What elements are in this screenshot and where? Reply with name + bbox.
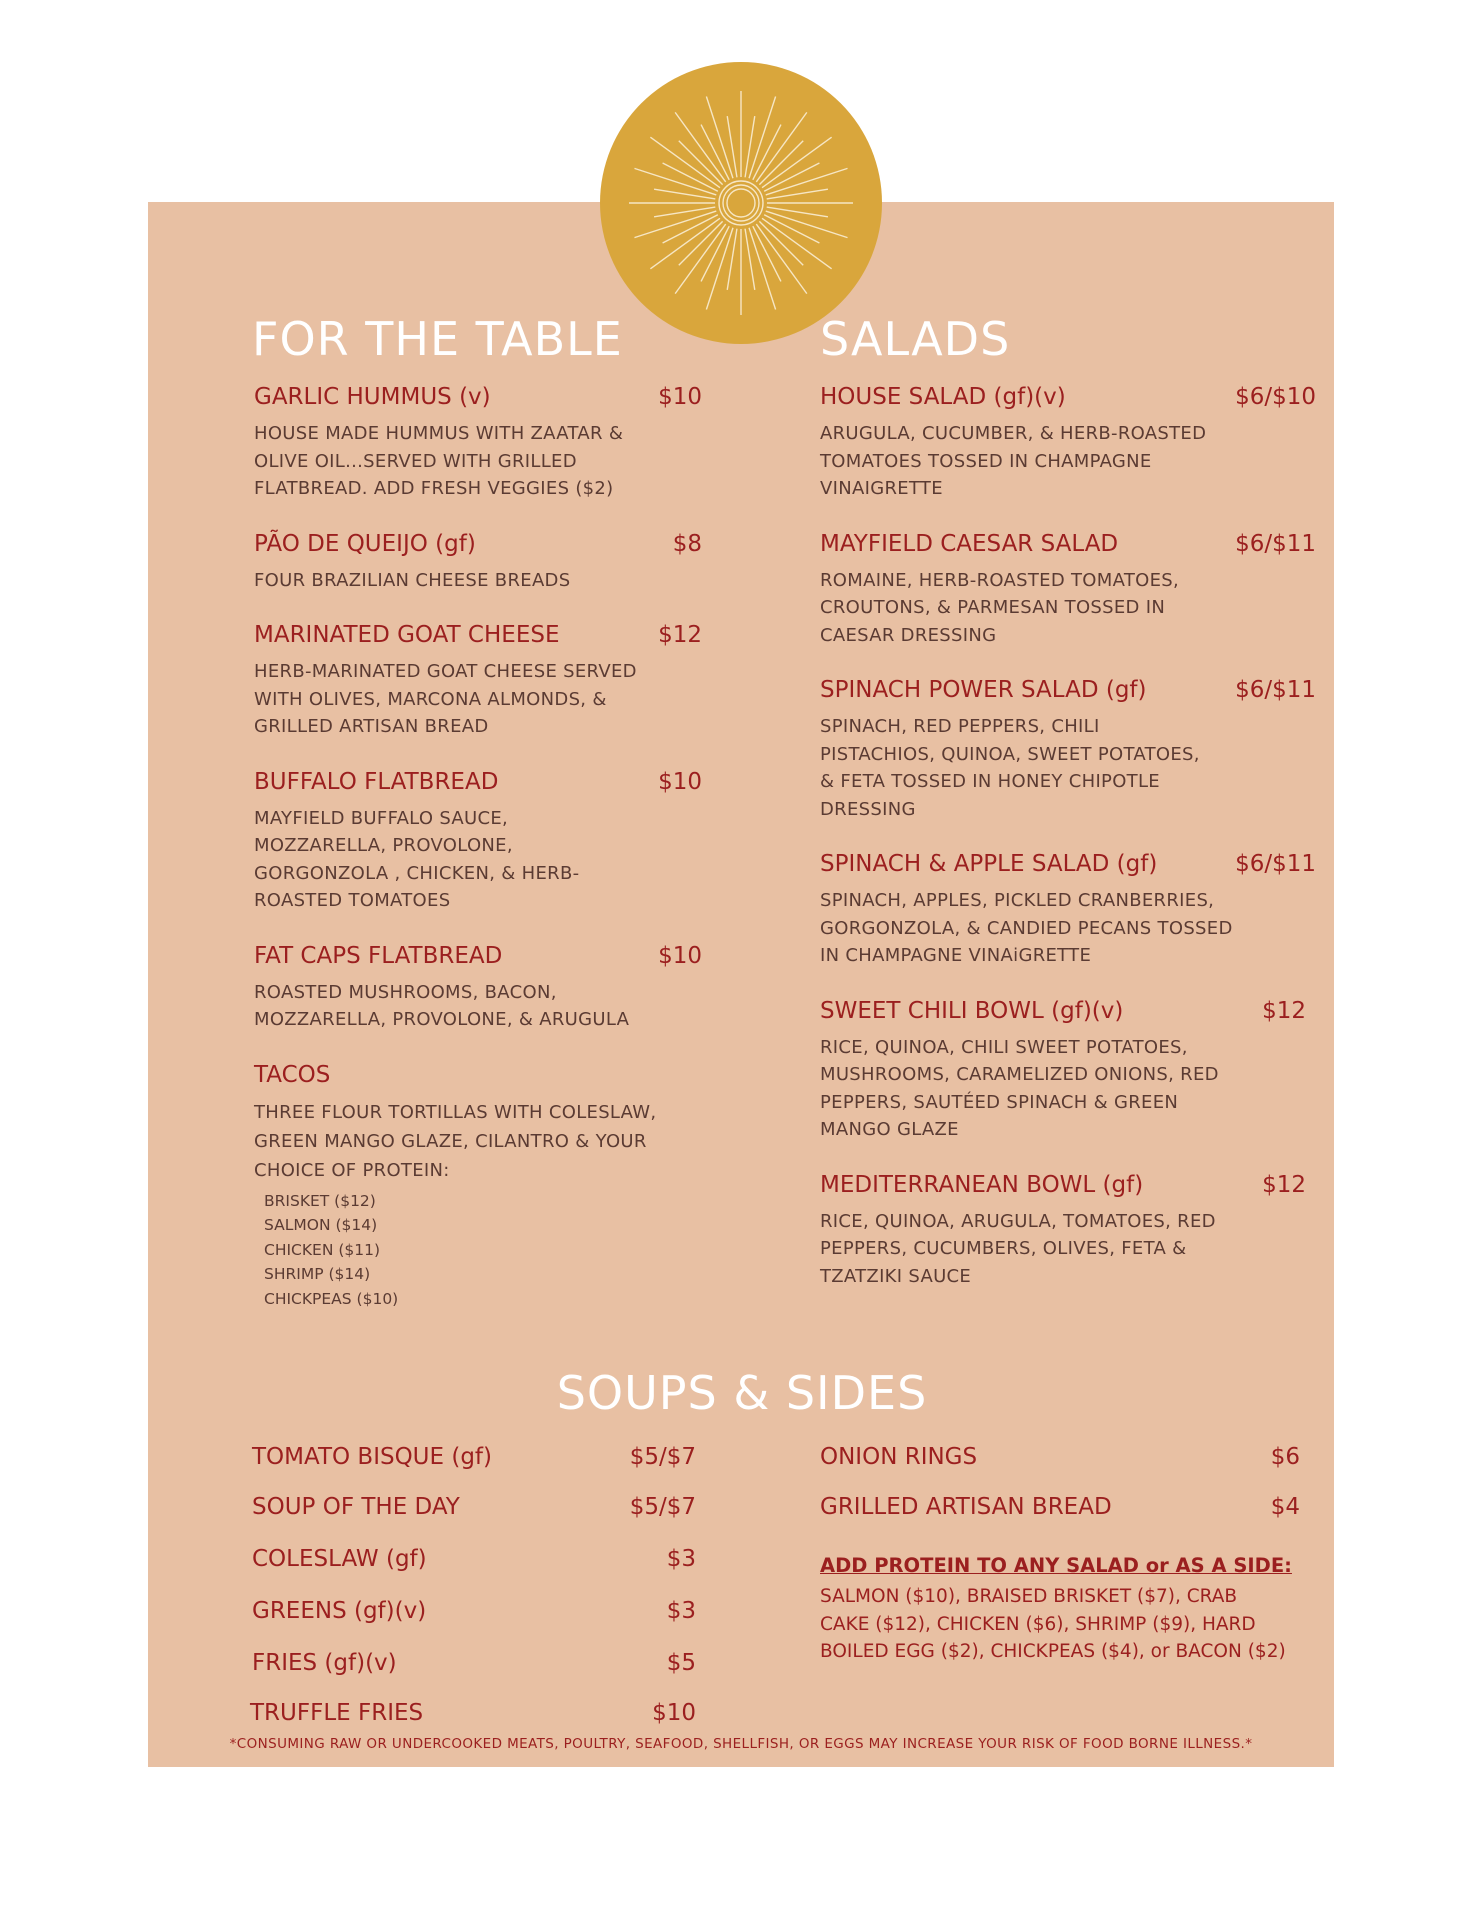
item-description: RICE, QUINOA, CHILI SWEET POTATOES, MUSHROOMS, CARAMELIZED ONIONS, RED PEPPERS, SAUTÉED SPINACH & GREEN MANGO GLAZE: [820, 1036, 1219, 1140]
item-price: $5: [666, 1650, 696, 1676]
item-name: SPINACH POWER SALAD (gf): [820, 677, 1147, 703]
item-name: PÃO DE QUEIJO (gf): [254, 530, 476, 557]
menu-item: [254, 531, 702, 595]
menu-item: [254, 943, 702, 1034]
sunburst-icon: [600, 62, 882, 344]
menu-item: [820, 384, 1316, 503]
side-item: [820, 1494, 1300, 1520]
item-price: $12: [1262, 1171, 1306, 1198]
item-name: MARINATED GOAT CHEESE: [254, 622, 560, 648]
menu-item: [254, 622, 702, 741]
item-price: $3: [666, 1546, 696, 1572]
list-item: BRISKET ($12): [264, 1191, 376, 1210]
side-item: [252, 1546, 696, 1572]
food-safety-disclaimer: *CONSUMING RAW OR UNDERCOOKED MEATS, POULTRY, SEAFOOD, SHELLFISH, OR EGGS MAY INCREASE YOUR RISK OF FOOD BORNE ILLNESS.*: [229, 1736, 1253, 1752]
item-price: $8: [672, 530, 702, 557]
item-name: MAYFIELD CAESAR SALAD: [820, 530, 1119, 557]
item-name: TOMATO BISQUE (gf): [252, 1444, 492, 1470]
menu-item: [820, 998, 1306, 1144]
item-name: BUFFALO FLATBREAD: [254, 768, 499, 795]
add-protein-text: SALMON ($10), BRAISED BRISKET ($7), CRAB CAKE ($12), CHICKEN ($6), SHRIMP ($9), HARD BOILED EGG ($2), CHICKPEAS ($4), or BACON ($2): [820, 1586, 1286, 1662]
item-price: $3: [666, 1598, 696, 1624]
item-name: GRILLED ARTISAN BREAD: [820, 1494, 1112, 1520]
item-price: $5/$7: [629, 1494, 696, 1520]
item-description: ROASTED MUSHROOMS, BACON, MOZZARELLA, PROVOLONE, & ARUGULA: [254, 981, 630, 1030]
item-description: ARUGULA, CUCUMBER, & HERB-ROASTED TOMATOES TOSSED IN CHAMPAGNE VINAIGRETTE: [820, 423, 1207, 499]
item-description: THREE FLOUR TORTILLAS WITH COLESLAW, GREEN MANGO GLAZE, CILANTRO & YOUR CHOICE OF PROTEIN:: [254, 1101, 657, 1181]
item-price: $6/$11: [1235, 677, 1316, 703]
item-name: GREENS (gf)(v): [252, 1598, 427, 1624]
item-name: SPINACH & APPLE SALAD (gf): [820, 851, 1158, 877]
side-item: [252, 1650, 696, 1676]
item-name: HOUSE SALAD (gf)(v): [820, 384, 1066, 410]
item-name: COLESLAW (gf): [252, 1546, 427, 1572]
item-name: TACOS: [254, 1061, 331, 1088]
item-name: MEDITERRANEAN BOWL (gf): [820, 1171, 1144, 1198]
item-price: $6/$11: [1235, 851, 1316, 877]
item-price: $10: [658, 768, 702, 795]
item-description: SPINACH, APPLES, PICKLED CRANBERRIES, GORGONZOLA, & CANDIED PECANS TOSSED IN CHAMPAGNE VINAiGRETTE: [820, 890, 1233, 966]
item-name: TRUFFLE FRIES: [250, 1700, 424, 1726]
item-name: FRIES (gf)(v): [252, 1650, 397, 1676]
item-description: HOUSE MADE HUMMUS WITH ZAATAR & OLIVE OIL...SERVED WITH GRILLED FLATBREAD. ADD FRESH VEGGIES ($2): [254, 423, 624, 499]
item-description: HERB-MARINATED GOAT CHEESE SERVED WITH OLIVES, MARCONA ALMONDS, & GRILLED ARTISAN BREAD: [254, 661, 637, 737]
item-price: $10: [658, 384, 702, 410]
side-item: [252, 1444, 696, 1470]
side-item: [252, 1598, 696, 1624]
item-name: GARLIC HUMMUS (v): [254, 384, 491, 410]
item-description: FOUR BRAZILIAN CHEESE BREADS: [254, 569, 571, 591]
item-name: SOUP OF THE DAY: [252, 1494, 460, 1520]
item-price: $6: [1270, 1444, 1300, 1470]
list-item: CHICKEN ($11): [264, 1240, 381, 1259]
list-item: SALMON ($14): [264, 1216, 378, 1234]
item-price: $12: [658, 622, 702, 648]
for-the-table-column: [254, 384, 702, 1311]
salads-column: [820, 384, 1316, 1290]
add-protein-title: ADD PROTEIN TO ANY SALAD or AS A SIDE:: [820, 1554, 1292, 1577]
add-protein-note: [820, 1554, 1290, 1666]
item-price: $12: [1262, 997, 1306, 1024]
menu-item: [820, 531, 1316, 650]
item-name: ONION RINGS: [820, 1444, 978, 1470]
menu-item: [254, 384, 702, 503]
menu-item: [820, 1172, 1306, 1291]
item-description: SPINACH, RED PEPPERS, CHILI PISTACHIOS, QUINOA, SWEET POTATOES, & FETA TOSSED IN HONEY CHIPOTLE DRESSING: [820, 716, 1200, 820]
side-item: [250, 1700, 696, 1726]
menu-item: [254, 1062, 702, 1312]
sunburst-logo: [600, 62, 882, 344]
menu-item: [254, 769, 702, 915]
item-description: MAYFIELD BUFFALO SAUCE, MOZZARELLA, PROVOLONE, GORGONZOLA , CHICKEN, & HERB-ROASTED TOMATOES: [254, 807, 580, 911]
section-heading-salads: SALADS: [820, 312, 1011, 366]
item-price: $10: [658, 942, 702, 969]
side-item: [252, 1494, 696, 1520]
item-price: $10: [652, 1700, 696, 1726]
list-item: SHRIMP ($14): [264, 1265, 371, 1283]
item-description: ROMAINE, HERB-ROASTED TOMATOES, CROUTONS, & PARMESAN TOSSED IN CAESAR DRESSING: [820, 569, 1180, 646]
item-name: FAT CAPS FLATBREAD: [254, 942, 503, 969]
item-description: RICE, QUINOA, ARUGULA, TOMATOES, RED PEPPERS, CUCUMBERS, OLIVES, FETA & TZATZIKI SAUCE: [820, 1210, 1216, 1287]
item-name: SWEET CHILI BOWL (gf)(v): [820, 997, 1124, 1024]
item-price: $6/$10: [1235, 384, 1316, 410]
item-price: $4: [1270, 1494, 1300, 1520]
side-item: [820, 1444, 1300, 1470]
menu-item: [820, 677, 1316, 823]
taco-protein-options: [254, 1189, 702, 1312]
item-price: $5/$7: [629, 1444, 696, 1470]
list-item: CHICKPEAS ($10): [264, 1289, 399, 1308]
section-heading-soups-sides: SOUPS & SIDES: [556, 1366, 928, 1420]
section-heading-for-the-table: FOR THE TABLE: [252, 312, 623, 366]
item-price: $6/$11: [1235, 530, 1316, 557]
menu-item: [820, 851, 1316, 970]
